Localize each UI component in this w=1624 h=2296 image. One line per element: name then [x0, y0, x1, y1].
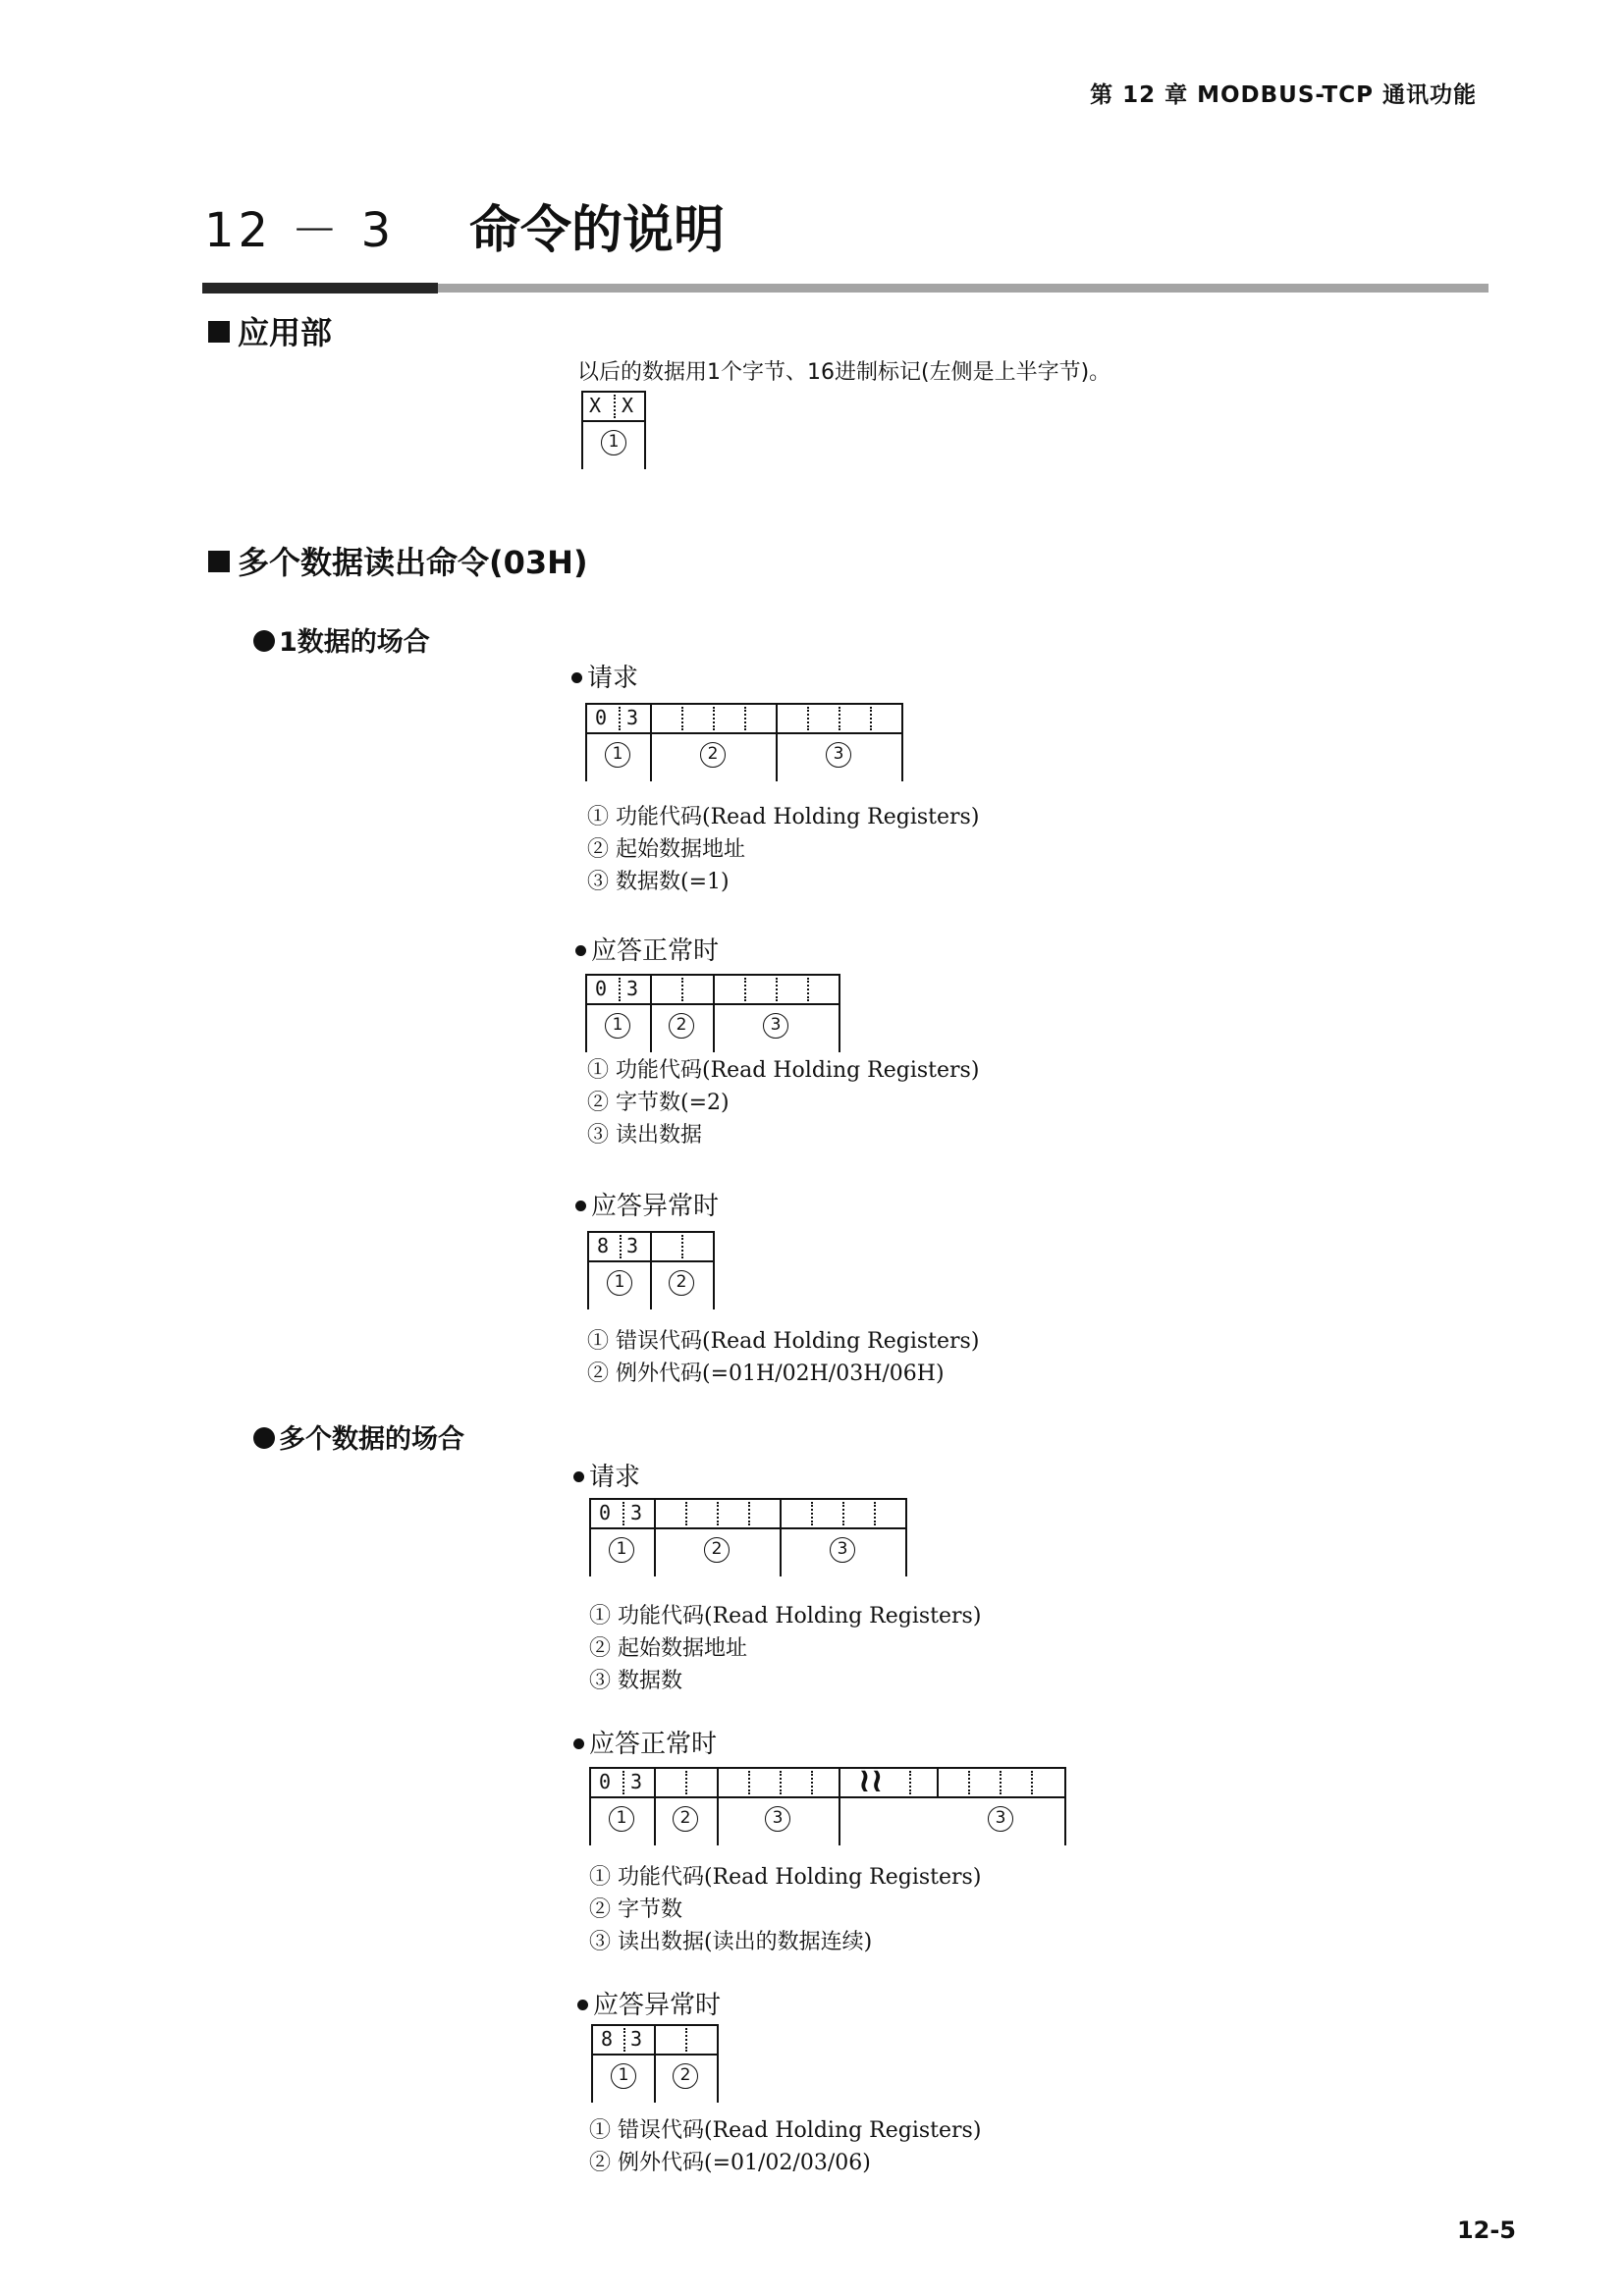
byte-high-nibble: X: [589, 394, 602, 417]
multi-request-title: 请求: [573, 1457, 640, 1493]
single-request-title: 请求: [571, 658, 638, 694]
title-rule-light: [438, 284, 1489, 293]
dot-bullet-icon: [571, 672, 582, 683]
page-number: 12-5: [1456, 2216, 1516, 2244]
single-case-heading: 1数据的场合: [253, 620, 430, 659]
dot-bullet-icon: [575, 945, 586, 956]
dot-bullet-icon: [575, 1201, 586, 1211]
single-error-title: 应答异常时: [575, 1186, 719, 1222]
multi-case-heading: 多个数据的场合: [253, 1417, 464, 1456]
single-error-frame: 8 3 1 2: [587, 1231, 715, 1309]
break-mark-icon: ≀≀: [858, 1761, 884, 1800]
app-part-note: 以后的数据用1个字节、16进制标记(左侧是上半字节)。: [577, 360, 1111, 385]
multi-error-frame: 8 3 1 2: [591, 2024, 719, 2103]
square-bullet-icon: [208, 551, 230, 572]
single-request-frame: 0 3 1 2 3: [585, 703, 903, 781]
example-byte-frame: [581, 391, 646, 467]
read-cmd-heading: 多个数据读出命令(03H): [208, 538, 588, 583]
dot-bullet-icon: [577, 2000, 588, 2010]
label-circle: 1: [601, 430, 626, 455]
multi-error-desc: ① 错误代码(Read Holding Registers) ② 例外代码(=01/02/03/06): [589, 2118, 982, 2175]
multi-error-title: 应答异常时: [577, 1985, 721, 2021]
round-bullet-icon: [253, 1427, 275, 1449]
single-request-desc: ① 功能代码(Read Holding Registers) ② 起始数据地址 ③ 数据数(=1): [587, 805, 980, 894]
dot-bullet-icon: [573, 1471, 584, 1482]
byte-low-nibble: X: [622, 394, 634, 417]
single-normal-title: 应答正常时: [575, 931, 719, 967]
multi-normal-desc: ① 功能代码(Read Holding Registers) ② 字节数 ③ 读出数据(读出的数据连续): [589, 1865, 982, 1954]
dot-bullet-icon: [573, 1738, 584, 1749]
round-bullet-icon: [253, 630, 275, 652]
single-normal-desc: ① 功能代码(Read Holding Registers) ② 字节数(=2) ③ 读出数据: [587, 1058, 980, 1148]
multi-normal-title: 应答正常时: [573, 1724, 717, 1760]
single-error-desc: ① 错误代码(Read Holding Registers) ② 例外代码(=01H/02H/03H/06H): [587, 1329, 980, 1386]
chapter-header: 第 12 章 MODBUS-TCP 通讯功能: [1090, 82, 1477, 108]
section-number: 12 － 3: [204, 203, 396, 258]
multi-request-desc: ① 功能代码(Read Holding Registers) ② 起始数据地址 ③ 数据数: [589, 1604, 982, 1693]
section-title: 命令的说明: [469, 201, 726, 260]
single-normal-frame: 0 3 1 2 3: [585, 974, 840, 1052]
square-bullet-icon: [208, 321, 230, 343]
app-part-heading: 应用部: [208, 308, 332, 353]
multi-request-frame: 0 3 1 2 3: [589, 1498, 907, 1576]
multi-normal-frame: 0 3 ≀≀ 1 2 3 3: [589, 1767, 1066, 1845]
title-rule-dark: [202, 283, 438, 294]
